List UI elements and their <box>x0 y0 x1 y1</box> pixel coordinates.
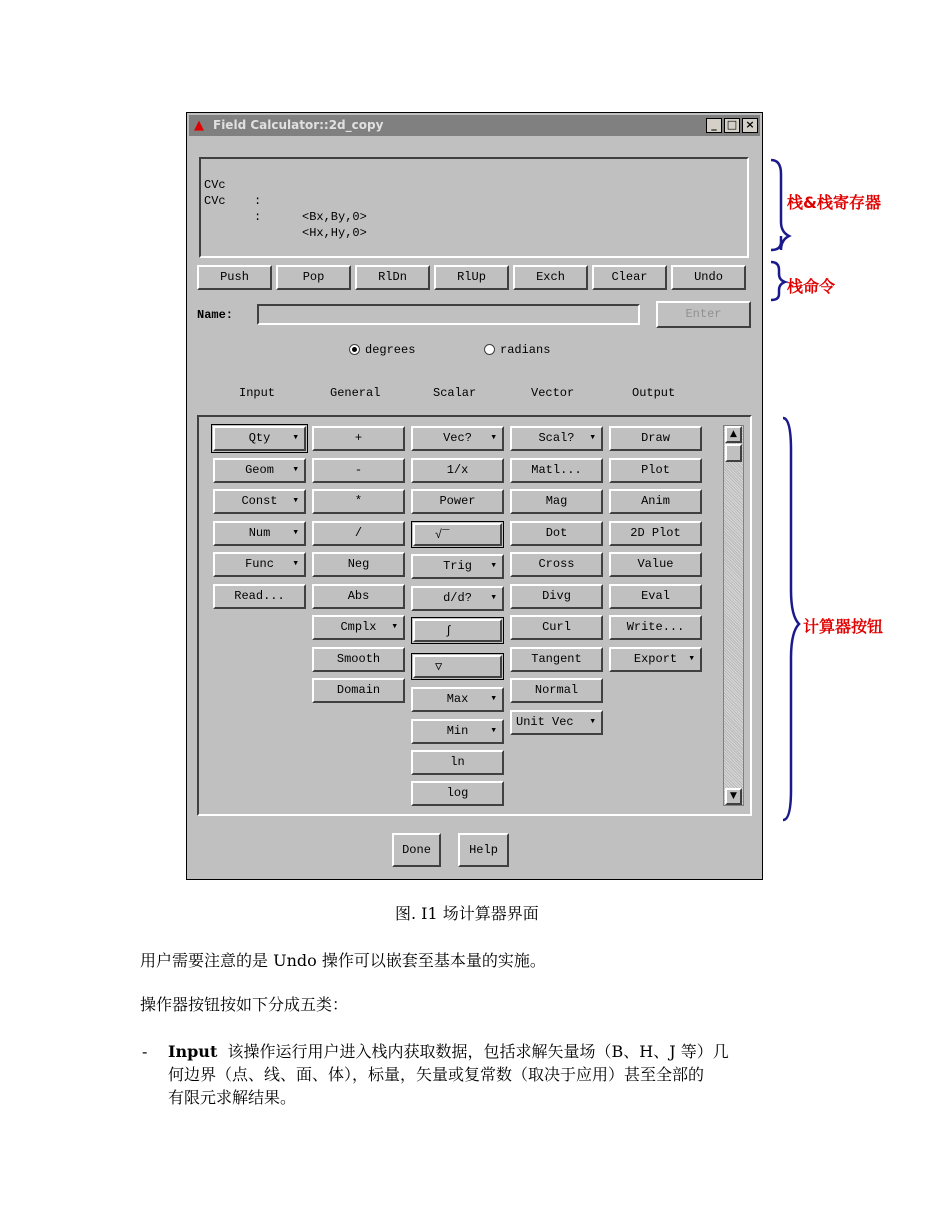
func-button[interactable]: Func ▾ <box>213 552 306 577</box>
enter-button[interactable]: Enter <box>656 301 751 328</box>
bullet-input-line2: 何边界（点、线、面、体），标量，矢量或复常数（取决于应用）甚至全部的 <box>168 1065 705 1084</box>
radio-unselected-icon <box>484 344 495 355</box>
normal-button[interactable]: Normal <box>510 678 603 703</box>
done-button[interactable]: Done <box>392 833 441 867</box>
sqrt-button[interactable]: √‾ <box>413 523 502 546</box>
dropdown-arrow-icon: ▾ <box>490 592 497 604</box>
abs-button[interactable]: Abs <box>312 584 405 609</box>
dropdown-arrow-icon: ▾ <box>490 560 497 572</box>
column-header-input: Input <box>239 386 276 400</box>
mag-button[interactable]: Mag <box>510 489 603 514</box>
integral-button[interactable]: ∫ <box>413 619 502 642</box>
cmplx-button[interactable]: Cmplx ▾ <box>312 615 405 640</box>
log-button[interactable]: log <box>411 781 504 806</box>
vec-button[interactable]: Vec? ▾ <box>411 426 504 451</box>
column-header-general: General <box>330 386 381 400</box>
annotation-braces <box>765 150 805 830</box>
buttons-annotation: 计算器按钮 <box>803 617 884 636</box>
num-button[interactable]: Num ▾ <box>213 521 306 546</box>
2d-plot-button[interactable]: 2D Plot <box>609 521 702 546</box>
smooth-button[interactable]: Smooth <box>312 647 405 672</box>
qty-button[interactable]: Qty ▾ <box>213 426 306 451</box>
roll-down-button[interactable]: RlDn <box>355 265 430 290</box>
commands-annotation: 栈命令 <box>787 277 836 296</box>
plot-button[interactable]: Plot <box>609 458 702 483</box>
divide-button[interactable]: / <box>312 521 405 546</box>
export-button[interactable]: Export ▾ <box>609 647 702 672</box>
max-button[interactable]: Max ▾ <box>411 687 504 712</box>
anim-button[interactable]: Anim <box>609 489 702 514</box>
geom-button[interactable]: Geom ▾ <box>213 458 306 483</box>
push-button[interactable]: Push <box>197 265 272 290</box>
paragraph-undo: 用户需要注意的是 Undo 操作可以嵌套至基本量的实施。 <box>140 951 546 970</box>
scroll-up-icon[interactable]: ▲ <box>725 426 742 443</box>
multiply-button[interactable]: * <box>312 489 405 514</box>
dot-button[interactable]: Dot <box>510 521 603 546</box>
close-button[interactable]: × <box>742 118 758 133</box>
scal-button[interactable]: Scal? ▾ <box>510 426 603 451</box>
radians-radio[interactable]: radians <box>484 342 550 357</box>
bullet-input: Input 该操作运行用户进入栈内获取数据，包括求解矢量场（B、H、J 等）几 <box>168 1042 729 1061</box>
paragraph-categories: 操作器按钮按如下分成五类： <box>140 995 349 1014</box>
clear-button[interactable]: Clear <box>592 265 667 290</box>
figure-caption: 图. I1 场计算器界面 <box>395 904 539 923</box>
commands-brace-icon <box>771 262 785 300</box>
curl-button[interactable]: Curl <box>510 615 603 640</box>
value-button[interactable]: Value <box>609 552 702 577</box>
min-button[interactable]: Min ▾ <box>411 719 504 744</box>
app-icon: ▲ <box>194 118 204 133</box>
maximize-button[interactable]: □ <box>724 118 740 133</box>
undo-button[interactable]: Undo <box>671 265 746 290</box>
column-header-output: Output <box>632 386 676 400</box>
bullet-input-line3: 有限元求解结果。 <box>168 1088 297 1107</box>
subtract-button[interactable]: - <box>312 458 405 483</box>
scroll-thumb[interactable] <box>725 444 742 462</box>
trig-button[interactable]: Trig ▾ <box>411 554 504 579</box>
matl-button[interactable]: Matl... <box>510 458 603 483</box>
pop-button[interactable]: Pop <box>276 265 351 290</box>
cross-button[interactable]: Cross <box>510 552 603 577</box>
dropdown-arrow-icon: ▾ <box>688 653 695 665</box>
domain-button[interactable]: Domain <box>312 678 405 703</box>
dropdown-arrow-icon: ▾ <box>490 432 497 444</box>
power-button[interactable]: Power <box>411 489 504 514</box>
buttons-brace-icon <box>783 418 799 820</box>
dropdown-arrow-icon: ▾ <box>292 527 299 539</box>
window-title: Field Calculator::2d_copy <box>213 118 384 132</box>
derivative-button[interactable]: d/d? ▾ <box>411 586 504 611</box>
exchange-button[interactable]: Exch <box>513 265 588 290</box>
column-header-vector: Vector <box>531 386 575 400</box>
dropdown-arrow-icon: ▾ <box>589 432 596 444</box>
add-button[interactable]: + <box>312 426 405 451</box>
dropdown-arrow-icon: ▾ <box>490 725 497 737</box>
name-label: Name: <box>197 308 234 322</box>
const-button[interactable]: Const ▾ <box>213 489 306 514</box>
column-header-scalar: Scalar <box>433 386 477 400</box>
write-button[interactable]: Write... <box>609 615 702 640</box>
button-panel-scrollbar[interactable] <box>723 425 744 806</box>
stack-display[interactable] <box>199 157 749 258</box>
title-bar[interactable] <box>189 115 760 136</box>
tangent-button[interactable]: Tangent <box>510 647 603 672</box>
degrees-radio[interactable]: degrees <box>349 342 415 357</box>
ln-button[interactable]: ln <box>411 750 504 775</box>
roll-up-button[interactable]: RlUp <box>434 265 509 290</box>
help-button[interactable]: Help <box>458 833 509 867</box>
reciprocal-button[interactable]: 1/x <box>411 458 504 483</box>
bullet-dash: - <box>142 1042 148 1061</box>
dropdown-arrow-icon: ▾ <box>490 693 497 705</box>
scroll-down-icon[interactable]: ▼ <box>725 788 742 805</box>
name-input[interactable] <box>257 304 640 325</box>
stack-row: CVc : <Hx,Hy,0> <box>204 194 367 240</box>
eval-button[interactable]: Eval <box>609 584 702 609</box>
dropdown-arrow-icon: ▾ <box>292 495 299 507</box>
dropdown-arrow-icon: ▾ <box>292 464 299 476</box>
divg-button[interactable]: Divg <box>510 584 603 609</box>
dropdown-arrow-icon: ▾ <box>292 432 299 444</box>
stack-annotation: 栈&栈寄存器 <box>787 193 881 212</box>
stack-row: CVc : <Bx,By,0> <box>204 178 367 224</box>
dropdown-arrow-icon: ▾ <box>589 716 596 728</box>
gradient-button[interactable]: ▽ <box>413 655 502 678</box>
radio-selected-icon <box>349 344 360 355</box>
neg-button[interactable]: Neg <box>312 552 405 577</box>
minimize-button[interactable]: _ <box>706 118 722 133</box>
dropdown-arrow-icon: ▾ <box>391 621 398 633</box>
read-button[interactable]: Read... <box>213 584 306 609</box>
dropdown-arrow-icon: ▾ <box>292 558 299 570</box>
field-calculator-window <box>186 112 763 880</box>
draw-button[interactable]: Draw <box>609 426 702 451</box>
unit-vec-button[interactable]: Unit Vec ▾ <box>510 710 603 735</box>
